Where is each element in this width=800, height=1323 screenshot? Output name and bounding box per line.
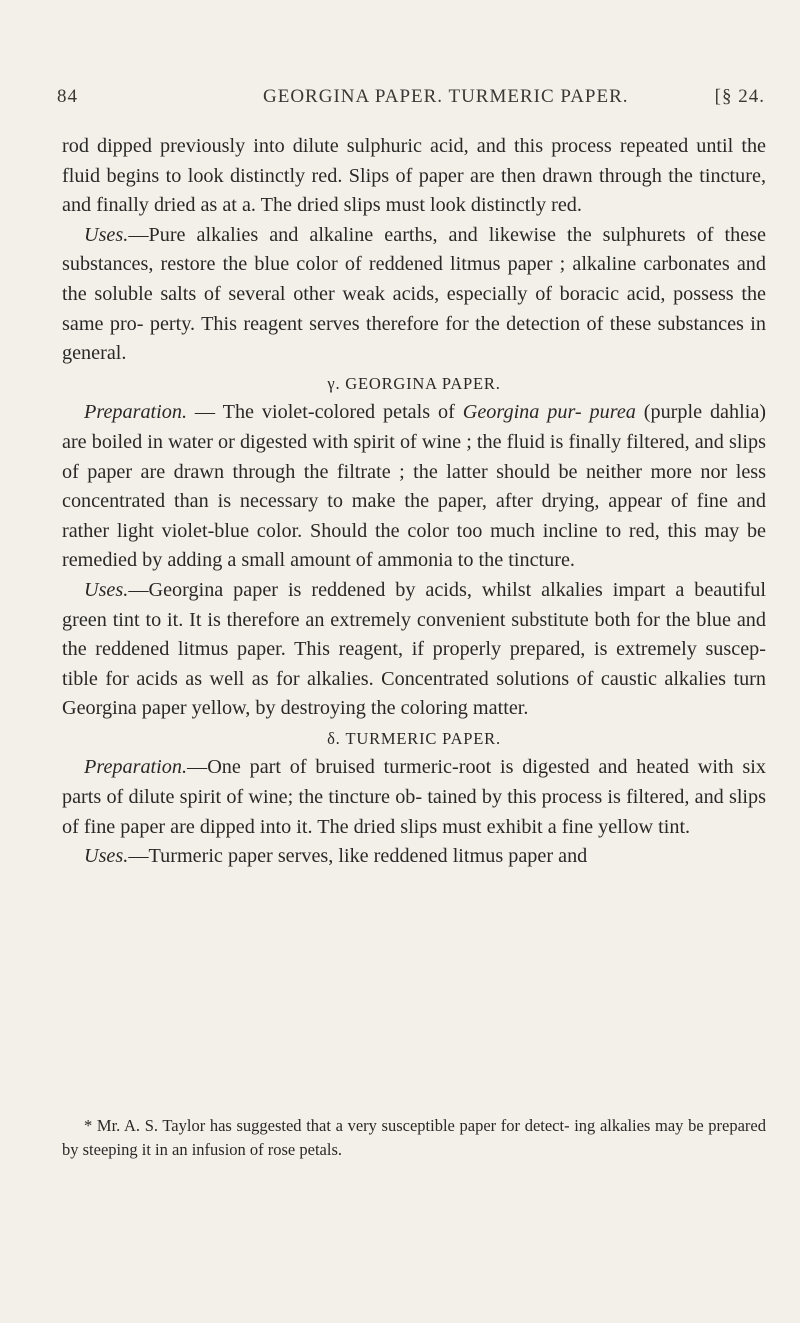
footnote-text: * Mr. A. S. Taylor has suggested that a very susceptible paper for detect- ing alkalies may be prepared by steeping it in an infusion of rose petals. bbox=[62, 1116, 766, 1159]
uses-text: —Pure alkalies and alkaline earths, and likewise the sulphurets of these substances, restore the blue color of reddened litmus paper ; alkaline carbonates and the soluble salts of several other weak acids, especially of boracic acid, possess the same pro- perty. This reagent serves therefore for the detection of these substances in general. bbox=[62, 223, 766, 365]
uses-label: Uses. bbox=[84, 578, 129, 601]
paragraph-uses-georgina bbox=[62, 576, 766, 724]
paragraph-preparation-georgina bbox=[62, 398, 766, 576]
uses-label: Uses. bbox=[84, 223, 129, 246]
uses-text: —Turmeric paper serves, like reddened litmus paper and bbox=[128, 845, 588, 868]
uses-text: —Georgina paper is reddened by acids, whilst alkalies impart a beautiful green tint to it. It is therefore an extremely convenient substitute both for the blue and the reddened litmus paper. This reagent, if properly prepared, is extremely suscep- tible for acids as well as for alkalies. Concentrated solutions of caustic alkalies turn Georgina paper yellow, by destroying the coloring matter. bbox=[62, 578, 766, 720]
preparation-text-b: (purple dahlia) are boiled in water or digested with spirit of wine ; the fluid is finally filtered, and slips of paper are drawn through the filtrate ; the latter should be neither more nor less concentrated than is necessary to make the paper, after drying, appear of fine and rather light violet-blue color. Should the color too much incline to red, this may be remedied by adding a small amount of ammonia to the tincture. bbox=[62, 401, 767, 572]
footnote bbox=[62, 1114, 766, 1162]
page-body bbox=[62, 132, 766, 872]
uses-label: Uses. bbox=[84, 845, 129, 868]
running-title: GEORGINA PAPER. TURMERIC PAPER. bbox=[263, 86, 629, 107]
preparation-label: Preparation. bbox=[84, 401, 187, 424]
preparation-text-a: — The violet-colored petals of bbox=[187, 401, 463, 424]
section-marker: [§ 24. bbox=[714, 86, 765, 107]
paragraph-uses-turmeric bbox=[62, 842, 766, 872]
species-name: Georgina pur- purea bbox=[462, 401, 636, 424]
paragraph-preparation-turmeric bbox=[62, 753, 766, 842]
preparation-text: —One part of bruised turmeric-root is digested and heated with six parts of dilute spirit of wine; the tincture ob- tained by this process is filtered, and slips of fine paper are dipped into it. The dried slips must exhibit a fine yellow tint. bbox=[62, 756, 766, 838]
section-heading-turmeric: δ. TURMERIC PAPER. bbox=[327, 728, 501, 748]
paragraph-continuation: rod dipped previously into dilute sulphuric acid, and this process repeated until the fluid begins to look distinctly red. Slips of paper are then drawn through the tincture, and finally dried as at a. The dried slips must look distinctly red. bbox=[62, 135, 766, 217]
preparation-label: Preparation. bbox=[84, 756, 187, 779]
paragraph-uses-litmus bbox=[62, 221, 766, 369]
page-number: 84 bbox=[57, 86, 78, 107]
section-heading-georgina: γ. GEORGINA PAPER. bbox=[327, 373, 501, 393]
running-header bbox=[55, 86, 765, 116]
